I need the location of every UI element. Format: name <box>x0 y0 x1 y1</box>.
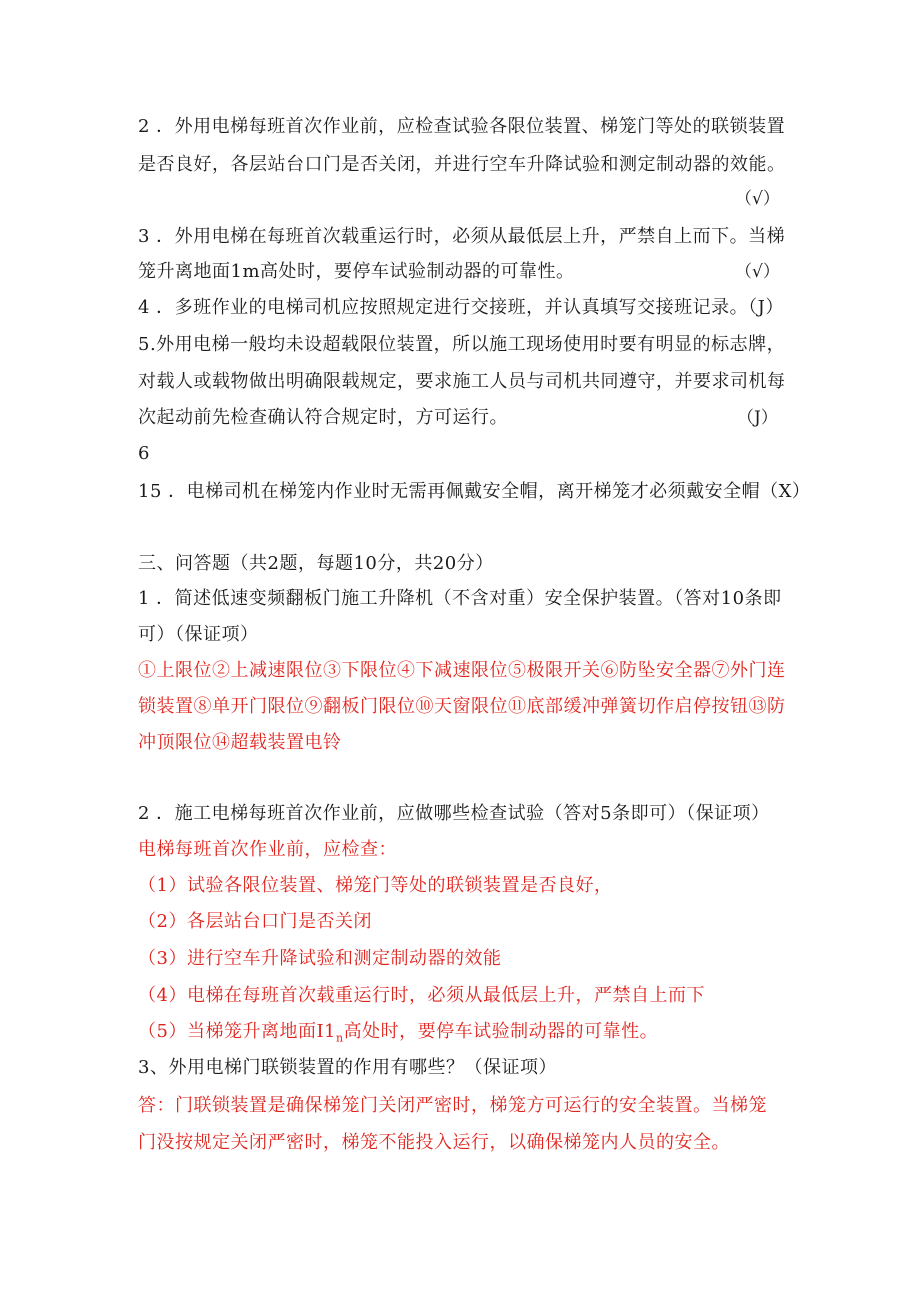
question-2-answer-mark: （√） <box>735 189 780 209</box>
essay-question-2: 2 ．施工电梯每班首次作业前，应做哪些检查试验（答对5条即可）（保证项） <box>138 803 770 824</box>
question-15-line-1: 15 ．电梯司机在梯笼内作业时无需再佩戴安全帽，离开梯笼才必须戴安全帽（X） <box>138 481 811 502</box>
essay-answer-2-intro: 电梯每班首次作业前，应检查： <box>138 839 397 860</box>
essay-question-1-line-2: 可）（保证项） <box>138 624 259 645</box>
essay-question-1-line-1: 1 ．简述低速变频翻板门施工升降机（不含对重）安全保护装置。（答对10条即 <box>138 588 782 609</box>
question-5-answer-mark: （J） <box>737 408 778 428</box>
section-3-heading: 三、问答题（共2题，每题10分，共20分） <box>138 553 494 574</box>
question-3-line-2: 笼升离地面1m高处时，要停车试验制动器的可靠性。 <box>138 261 575 282</box>
question-5-line-1: 5.外用电梯一般均未设超载限位装置，所以施工现场使用时要有明显的标志牌， <box>138 334 786 355</box>
question-2-line-1: 2 ．外用电梯每班首次作业前，应检查试验各限位装置、梯笼门等处的联锁装置 <box>138 116 786 137</box>
essay-answer-2-item-5 <box>138 1020 658 1051</box>
essay-answer-2-item-2: （2）各层站台口门是否关闭 <box>138 911 372 932</box>
question-6-number: 6 <box>138 443 150 464</box>
question-3-line-1: 3 ．外用电梯在每班首次载重运行时，必须从最低层上升，严禁自上而下。当梯 <box>138 226 786 247</box>
essay-answer-1-line-1: ①上限位②上减速限位③下限位④下减速限位⑤极限开关⑥防坠安全器⑦外门连 <box>138 660 786 681</box>
essay-answer-2-item-1: （1）试验各限位装置、梯笼门等处的联锁装置是否良好， <box>138 875 613 896</box>
essay-answer-3-line-2: 门没按规定关闭严密时，梯笼不能投入运行，以确保梯笼内人员的安全。 <box>138 1132 730 1153</box>
essay-answer-1-line-3: 冲顶限位⑭超载装置电铃 <box>138 732 342 753</box>
question-2-line-2: 是否良好，各层站台口门是否关闭，并进行空车升降试验和测定制动器的效能。 <box>138 154 786 175</box>
essay-answer-2-item-5-subscript: n <box>336 1031 344 1045</box>
essay-answer-2-item-4: （4）电梯在每班首次载重运行时，必须从最低层上升，严禁自上而下 <box>138 985 705 1006</box>
question-5-line-2: 对载人或载物做出明确限载规定，要求施工人员与司机共同遵守，并要求司机每 <box>138 371 786 392</box>
essay-answer-3-line-1: 答：门联锁装置是确保梯笼门关闭严密时，梯笼方可运行的安全装置。当梯笼 <box>138 1095 767 1116</box>
essay-answer-1-line-2: 锁装置⑧单开门限位⑨翻板门限位⑩天窗限位⑪底部缓冲弹簧切作启停按钮⑬防 <box>138 696 786 717</box>
essay-question-3: 3、外用电梯门联锁装置的作用有哪些？（保证项） <box>138 1057 557 1078</box>
essay-answer-2-item-3: （3）进行空车升降试验和测定制动器的效能 <box>138 948 502 969</box>
question-5-line-3: 次起动前先检查确认符合规定时，方可运行。 <box>138 407 508 428</box>
essay-answer-2-item-5-text-a: （5）当梯笼升离地面I1 <box>138 1021 337 1042</box>
question-4-line-1: 4 ．多班作业的电梯司机应按照规定进行交接班，并认真填写交接班记录。（J） <box>138 297 784 318</box>
question-3-answer-mark: （√） <box>735 262 780 282</box>
essay-answer-2-item-5-text-b: 高处时，要停车试验制动器的可靠性。 <box>343 1021 659 1042</box>
